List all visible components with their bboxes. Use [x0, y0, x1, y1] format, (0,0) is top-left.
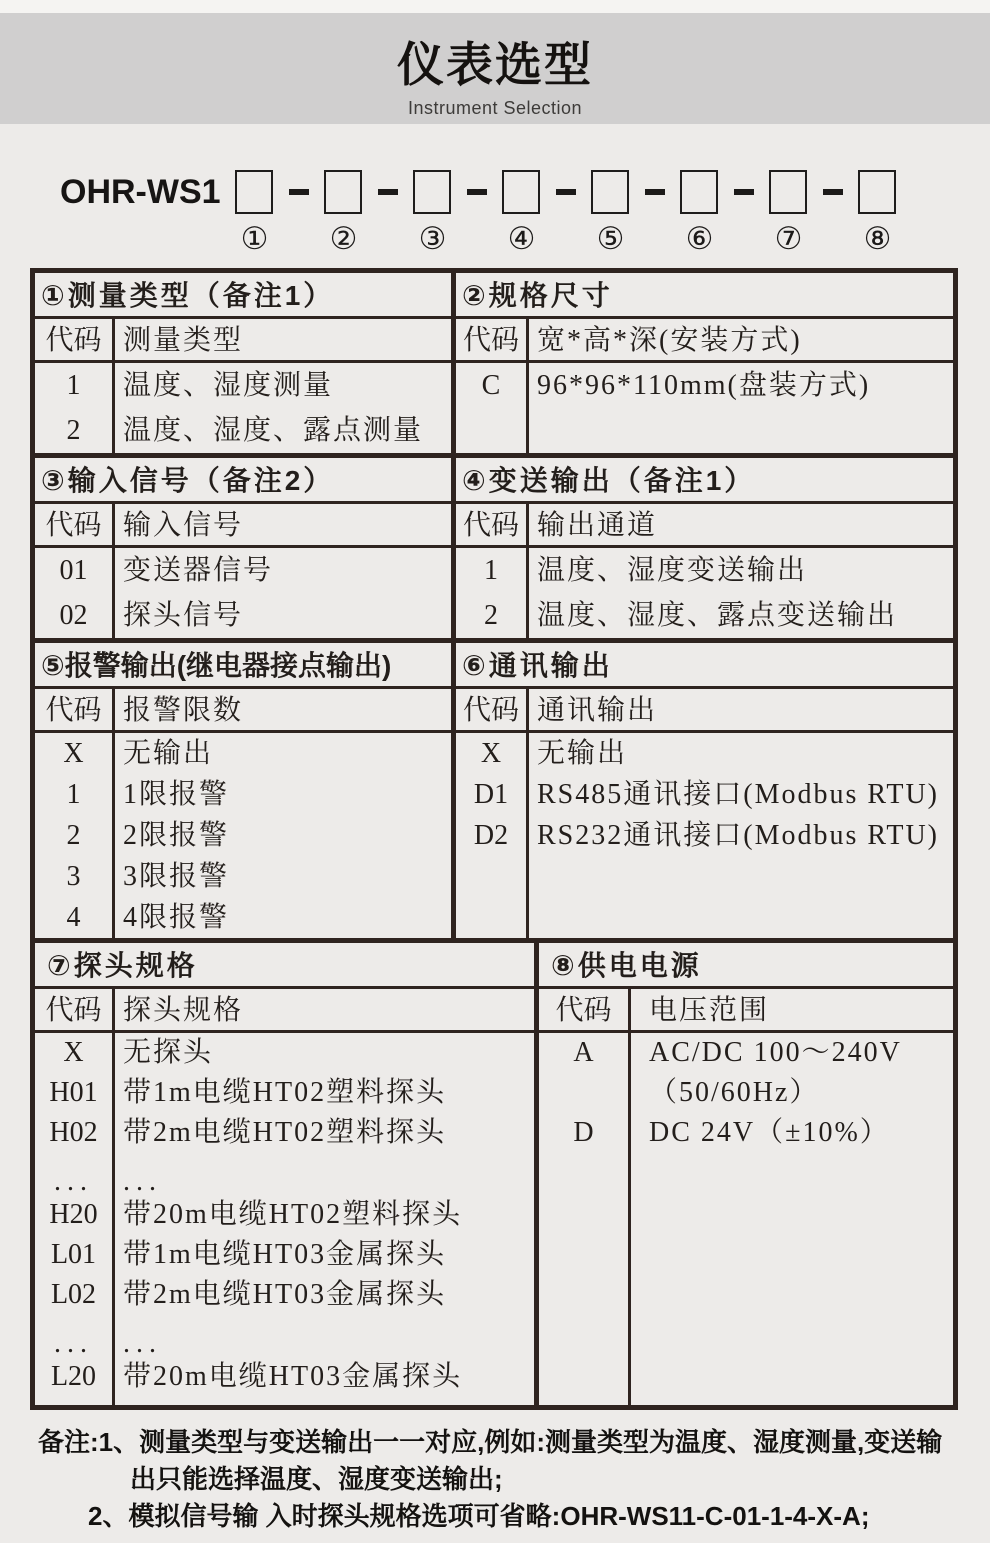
value-cell: 带1m电缆HT03金属探头: [123, 1239, 447, 1270]
section-alarm-output: [35, 643, 456, 938]
section-6-body: [456, 733, 953, 938]
code-box-4: [502, 170, 540, 214]
value-cell: 带2m电缆HT03金属探头: [123, 1279, 447, 1310]
value-cell: 带2m电缆HT02塑料探头: [123, 1117, 447, 1148]
code-cell: 4: [66, 902, 81, 933]
code-cell: 2: [484, 600, 498, 631]
dash-separator: [275, 170, 324, 214]
value-cell: DC 24V（±10%）: [649, 1117, 890, 1148]
footer-notes: [38, 1424, 990, 1535]
section-dimensions: [456, 273, 953, 453]
model-code-slot-1: [235, 170, 275, 256]
code-column: [456, 548, 529, 638]
value-cell: 变送器信号: [123, 555, 274, 586]
value-header: 宽*高*深(安装方式): [537, 325, 802, 356]
value-cell: 3限报警: [123, 861, 230, 892]
code-header: 代码: [456, 504, 529, 545]
value-cell: 无输出: [123, 738, 214, 769]
code-cell: 2: [66, 415, 81, 446]
code-column: [539, 1033, 631, 1405]
code-header: 代码: [456, 689, 529, 730]
value-header: 电压范围: [649, 995, 770, 1026]
section-4-body: [456, 548, 953, 638]
section-4-title: ④变送输出（备注1）: [456, 458, 953, 504]
section-comm-output: [456, 643, 953, 938]
code-box-8: [858, 170, 896, 214]
value-cell: 无探头: [123, 1037, 214, 1068]
section-2-body: [456, 363, 953, 453]
page-title: 仪表选型: [397, 38, 593, 91]
table-band-2: [35, 453, 953, 638]
section-8-body: [539, 1033, 953, 1405]
value-cell: 带1m电缆HT02塑料探头: [123, 1077, 447, 1108]
dash-bar: [467, 189, 487, 195]
model-code-diagram: [0, 124, 990, 268]
model-code-slot-5: [591, 170, 631, 256]
value-header: 通讯输出: [537, 695, 658, 726]
value-cell: 温度、湿度、露点变送输出: [537, 600, 898, 631]
code-box-3: [413, 170, 451, 214]
code-column: [35, 363, 115, 453]
code-box-6: [680, 170, 718, 214]
section-3-subheader: [35, 504, 451, 548]
code-header: 代码: [456, 319, 529, 360]
code-cell: D1: [473, 779, 509, 810]
code-column: [456, 733, 529, 938]
dash-separator: [453, 170, 502, 214]
value-column: [529, 363, 953, 453]
value-cell: 无输出: [537, 738, 628, 769]
section-6-subheader: [456, 689, 953, 733]
dash-bar: [556, 189, 576, 195]
code-box-7: [769, 170, 807, 214]
dash-separator: [631, 170, 680, 214]
value-column: [529, 733, 953, 938]
position-marker-7: ⑦: [774, 221, 803, 256]
section-4-subheader: [456, 504, 953, 548]
selection-table: [30, 268, 958, 1410]
value-cell: 1限报警: [123, 779, 230, 810]
dash-bar: [378, 189, 398, 195]
code-header: 代码: [35, 989, 115, 1030]
code-header: 代码: [35, 689, 115, 730]
position-marker-1: ①: [240, 221, 269, 256]
dash-separator: [809, 170, 858, 214]
code-cell: [539, 1073, 628, 1113]
value-cell: 96*96*110mm(盘装方式): [537, 370, 871, 401]
value-cell: （50/60Hz）: [649, 1077, 820, 1108]
code-cell: H01: [49, 1077, 98, 1108]
section-8-title: ⑧供电电源: [539, 943, 953, 989]
section-measure-type: [35, 273, 456, 453]
position-marker-8: ⑧: [863, 221, 892, 256]
page-subtitle: Instrument Selection: [407, 98, 583, 118]
section-3-title: ③输入信号（备注2）: [35, 458, 451, 504]
section-6-title: ⑥通讯输出: [456, 643, 953, 689]
section-5-subheader: [35, 689, 451, 733]
section-7-title: ⑦探头规格: [35, 943, 534, 989]
dash-separator: [542, 170, 591, 214]
code-cell: L02: [50, 1279, 97, 1310]
dash-bar: [645, 189, 665, 195]
note-line-2: 出只能选择温度、湿度变送输出;: [130, 1464, 503, 1494]
model-code-slot-8: [858, 170, 898, 256]
dash-separator: [720, 170, 769, 214]
code-cell: D: [573, 1117, 594, 1148]
value-column: [115, 363, 451, 453]
position-marker-3: ③: [418, 221, 447, 256]
dash-bar: [289, 189, 309, 195]
value-column: [115, 548, 451, 638]
code-column: [35, 733, 115, 938]
section-1-title: ①测量类型（备注1）: [35, 273, 451, 319]
section-2-subheader: [456, 319, 953, 363]
code-cell: 3: [66, 861, 81, 892]
code-cell: A: [573, 1037, 594, 1068]
section-input-signal: [35, 458, 456, 638]
code-cell: 02: [59, 600, 88, 631]
value-cell: RS485通讯接口(Modbus RTU): [537, 779, 940, 810]
section-transmit-output: [456, 458, 953, 638]
value-cell: 温度、湿度、露点测量: [123, 415, 424, 446]
code-column: [456, 363, 529, 453]
code-cell: C: [481, 370, 501, 401]
code-cell-ellipsis: ...: [54, 1166, 93, 1197]
value-cell: 2限报警: [123, 820, 230, 851]
value-cell: RS232通讯接口(Modbus RTU): [537, 820, 940, 851]
code-cell: 2: [66, 820, 81, 851]
model-prefix: OHR-WS1: [60, 173, 221, 211]
code-cell-ellipsis: ...: [54, 1328, 93, 1359]
value-header: 输入信号: [123, 510, 244, 541]
section-7-subheader: [35, 989, 534, 1033]
dash-bar: [823, 189, 843, 195]
section-3-body: [35, 548, 451, 638]
value-cell: 带20m电缆HT02塑料探头: [123, 1199, 463, 1230]
code-box-5: [591, 170, 629, 214]
position-marker-4: ④: [507, 221, 536, 256]
section-5-title: ⑤报警输出(继电器接点输出): [35, 643, 451, 689]
value-cell: 探头信号: [123, 600, 244, 631]
model-code-slot-2: [324, 170, 364, 256]
code-header: 代码: [35, 319, 115, 360]
code-cell: 1: [66, 370, 81, 401]
section-power-supply: [539, 943, 953, 1405]
code-cell: L01: [50, 1239, 97, 1270]
section-1-body: [35, 363, 451, 453]
value-column: [115, 733, 451, 938]
dash-separator: [364, 170, 413, 214]
position-marker-5: ⑤: [596, 221, 625, 256]
value-column: [529, 548, 953, 638]
code-cell: L20: [50, 1361, 97, 1392]
title-band: [0, 13, 990, 124]
model-code-slot-7: [769, 170, 809, 256]
dash-bar: [734, 189, 754, 195]
value-cell-ellipsis: ...: [123, 1166, 162, 1197]
value-cell-ellipsis: ...: [123, 1328, 162, 1359]
code-cell: D2: [473, 820, 509, 851]
code-cell: X: [63, 1037, 84, 1068]
table-band-3: [35, 638, 953, 938]
note-line-1: 备注:1、测量类型与变送输出一一对应,例如:测量类型为温度、湿度测量,变送输: [38, 1427, 943, 1457]
code-column: [35, 548, 115, 638]
value-header: 报警限数: [123, 695, 244, 726]
code-box-1: [235, 170, 273, 214]
code-cell: X: [63, 738, 84, 769]
position-marker-6: ⑥: [685, 221, 714, 256]
model-code-slot-6: [680, 170, 720, 256]
note-line-3: 2、模拟信号输 入时探头规格选项可省略:OHR-WS11-C-01-1-4-X-A;: [88, 1501, 870, 1531]
code-cell: X: [480, 738, 502, 769]
value-column: [115, 1033, 534, 1405]
value-cell: 温度、湿度变送输出: [537, 555, 808, 586]
code-cell: 1: [66, 779, 81, 810]
value-header: 探头规格: [123, 995, 244, 1026]
code-header: 代码: [539, 989, 631, 1030]
section-7-body: [35, 1033, 534, 1405]
value-header: 输出通道: [537, 510, 658, 541]
position-marker-2: ②: [329, 221, 358, 256]
code-cell: H20: [49, 1199, 98, 1230]
code-column: [35, 1033, 115, 1405]
section-probe-spec: [35, 943, 539, 1405]
section-1-subheader: [35, 319, 451, 363]
top-margin-strip: [0, 0, 990, 13]
code-cell: H02: [49, 1117, 98, 1148]
value-cell: 温度、湿度测量: [123, 370, 334, 401]
model-code-slot-3: [413, 170, 453, 256]
value-cell: 带20m电缆HT03金属探头: [123, 1361, 463, 1392]
model-code-slot-4: [502, 170, 542, 256]
value-column: [631, 1033, 953, 1405]
code-cell: 01: [59, 555, 88, 586]
code-cell: 1: [484, 555, 498, 586]
section-5-body: [35, 733, 451, 938]
table-band-1: [35, 273, 953, 453]
table-band-4: [35, 938, 953, 1405]
code-box-2: [324, 170, 362, 214]
value-cell: 4限报警: [123, 902, 230, 933]
section-8-subheader: [539, 989, 953, 1033]
value-cell: AC/DC 100～240V: [649, 1037, 902, 1068]
section-2-title: ②规格尺寸: [456, 273, 953, 319]
value-header: 测量类型: [123, 325, 244, 356]
code-header: 代码: [35, 504, 115, 545]
